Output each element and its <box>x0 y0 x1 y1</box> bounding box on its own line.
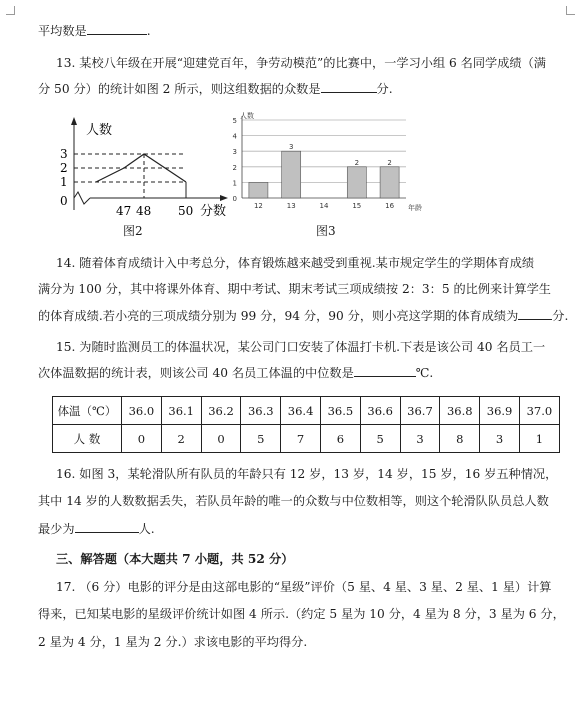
table-cell: 5 <box>360 425 400 453</box>
x-tick-label: 16 <box>385 202 395 210</box>
question-14-unit: 分. <box>552 309 569 323</box>
answer-blank <box>354 364 416 377</box>
figure-2-caption: 图2 <box>123 224 143 238</box>
y-tick-label: 1 <box>232 179 237 188</box>
table-cell: 6 <box>320 425 360 453</box>
y-tick-3: 3 <box>60 147 68 161</box>
answer-blank <box>518 307 552 320</box>
bars <box>249 151 399 198</box>
question-15-text: 次体温数据的统计表，则该公司 40 名员工体温的中位数是 <box>38 366 354 380</box>
question-15-line-1: 15. 为随时监测员工的体温状况，某公司门口安装了体温打卡机.下表是该公司 40 名员工一 <box>56 340 546 354</box>
table-cell: 3 <box>400 425 440 453</box>
x-axis-label: 分数 <box>200 204 227 219</box>
x-tick-48: 48 <box>136 204 152 218</box>
question-17-line-3: 2 星为 4 分，1 星为 2 分.）求该电影的平均得分. <box>38 635 308 649</box>
x-tick-50: 50 <box>178 204 194 218</box>
average-line <box>38 22 557 40</box>
figure-3-caption: 图3 <box>316 224 336 238</box>
y-axis-arrow <box>71 117 77 125</box>
question-13-unit: 分. <box>376 82 393 96</box>
section-3-title: 三、解答题（本大题共 7 小题，共 52 分） <box>56 552 294 566</box>
table-cell: 36.5 <box>320 397 360 425</box>
y-tick-label: 0 <box>232 195 237 203</box>
question-14-line-3 <box>38 307 569 325</box>
question-13-line-1: 13. 某校八年级在开展“迎建党百年，争劳动模范”的比赛中，一学习小组 6 名同学成绩（满 <box>56 56 546 70</box>
period: . <box>146 24 151 38</box>
table-cell: 36.6 <box>360 397 400 425</box>
axis-break-mark <box>74 192 90 204</box>
bar-12 <box>249 182 268 198</box>
question-16-unit: 人. <box>138 522 155 536</box>
average-label: 平均数是 <box>38 24 87 38</box>
y-tick-1: 1 <box>60 175 68 189</box>
y-tick-label: 4 <box>232 132 237 141</box>
question-14-line-1: 14. 随着体育成绩计入中考总分，体育锻炼越来越受到重视.某市规定学生的学期体育成绩 <box>56 256 535 270</box>
answer-blank <box>87 22 147 35</box>
bar-15 <box>347 167 366 198</box>
question-14-text: 的体育成绩.若小亮的三项成绩分别为 99 分，94 分，90 分，则小亮这学期的体育成绩为 <box>38 309 519 323</box>
table-cell: 7 <box>281 425 321 453</box>
question-15-line-2 <box>38 364 557 382</box>
table-cell: 37.0 <box>519 397 559 425</box>
answer-blank <box>75 520 139 533</box>
data-label: 2 <box>387 158 392 167</box>
data-label: 2 <box>354 158 360 167</box>
table-cell: 36.2 <box>201 397 241 425</box>
table-cell: 5 <box>241 425 281 453</box>
question-15-unit: ℃. <box>415 366 434 380</box>
bar-13 <box>282 151 301 198</box>
question-16-text: 最少为 <box>38 522 75 536</box>
table-cell: 0 <box>122 425 162 453</box>
question-17-line-2: 得来，已知某电影的星级评价统计如图 4 所示.（约定 5 星为 10 分，4 星为 8 分，3 星为 6 分， <box>38 607 565 621</box>
page-corner-mark <box>566 6 575 15</box>
origin-label: 0 <box>60 194 68 208</box>
y-tick-2: 2 <box>60 161 68 175</box>
table-cell: 36.7 <box>400 397 440 425</box>
figure-2-line-graph <box>46 112 236 220</box>
table-cell: 36.1 <box>161 397 201 425</box>
bar-16 <box>380 167 399 198</box>
data-label: 3 <box>288 143 294 152</box>
answer-blank <box>321 80 377 93</box>
temperature-table <box>52 396 560 453</box>
figure-3-bar-chart <box>226 110 430 218</box>
table-cell: 2 <box>161 425 201 453</box>
y-axis-label: 人数 <box>86 123 113 138</box>
y-tick-label: 5 <box>232 117 237 125</box>
x-tick-label: 12 <box>253 202 263 210</box>
y-tick-label: 3 <box>232 148 237 157</box>
question-16-line-2: 其中 14 岁的人数数据丢失，若队员年龄的唯一的众数与中位数相等，则这个轮滑队队员总人数 <box>38 494 549 508</box>
table-cell: 36.0 <box>122 397 162 425</box>
table-cell: 36.3 <box>241 397 281 425</box>
question-16-line-3 <box>38 520 557 538</box>
x-tick-label: 14 <box>319 202 329 210</box>
x-tick-label: 15 <box>352 202 362 210</box>
table-cell: 1 <box>519 425 559 453</box>
table-row <box>53 397 560 425</box>
table-cell: 3 <box>480 425 520 453</box>
x-axis-label: 年龄 <box>408 204 422 212</box>
table-cell: 36.4 <box>281 397 321 425</box>
question-16-line-1: 16. 如图 3，某轮滑队所有队员的年龄只有 12 岁，13 岁，14 岁，15 岁，16 岁五种情况， <box>56 467 558 481</box>
question-13-line-2 <box>38 80 557 98</box>
table-header-count: 人 数 <box>53 425 122 453</box>
x-tick-label: 13 <box>286 202 296 210</box>
question-17-line-1: 17. （6 分）电影的评分是由这部电影的“星级”评价（5 星、4 星、3 星、2 星、1 星）计算 <box>56 580 552 594</box>
table-header-temperature: 体温（℃） <box>53 397 122 425</box>
x-tick-47: 47 <box>116 204 132 218</box>
question-14-line-2: 满分为 100 分，其中将课外体育、期中考试、期末考试三项成绩按 2：3：5 的比例来计算学生 <box>38 282 551 296</box>
question-13-text: 分 50 分）的统计如图 2 所示，则这组数据的众数是 <box>38 82 321 96</box>
table-cell: 0 <box>201 425 241 453</box>
y-tick-label: 2 <box>232 163 237 172</box>
table-cell: 36.9 <box>480 397 520 425</box>
table-row <box>53 425 560 453</box>
table-cell: 36.8 <box>440 397 480 425</box>
y-axis-label: 人数 <box>240 112 254 120</box>
table-cell: 8 <box>440 425 480 453</box>
page-corner-mark <box>6 6 15 15</box>
